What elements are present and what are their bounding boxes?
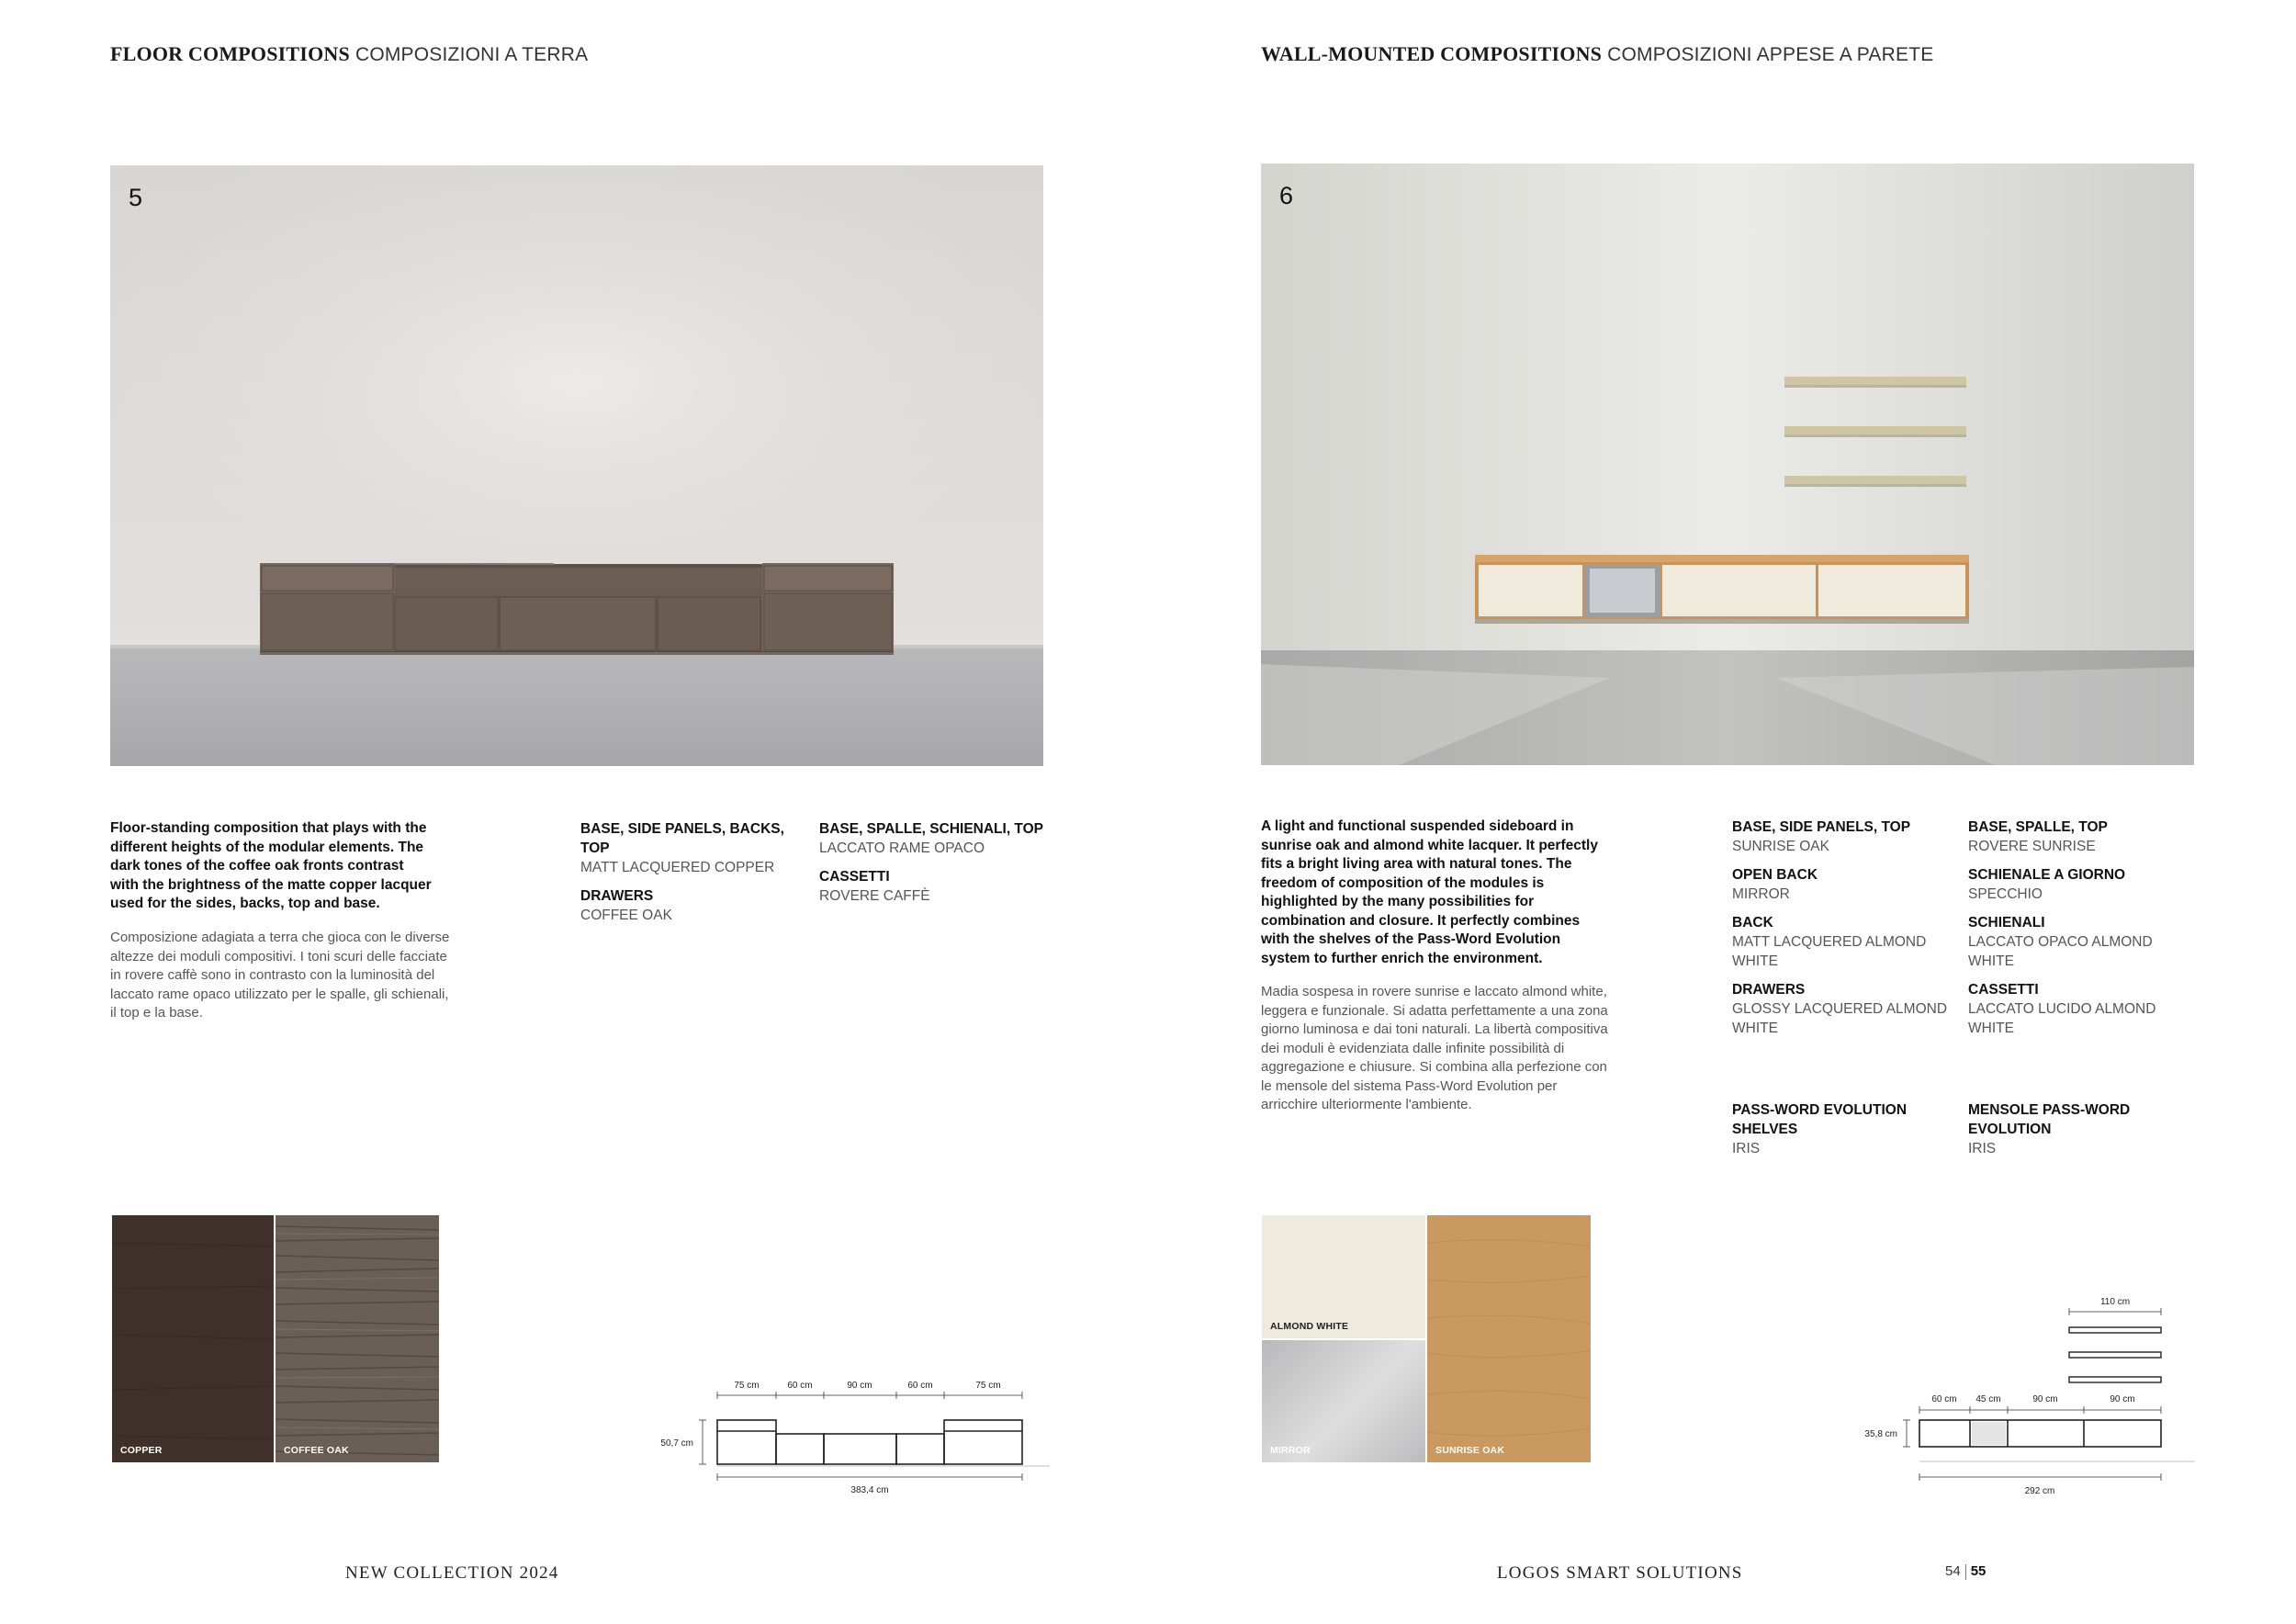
sunrise-oak-texture [1427,1215,1591,1462]
coffee-oak-texture [276,1215,439,1462]
total-width-label: 383,4 cm [850,1485,889,1495]
spec-value: MATT LACQUERED ALMOND WHITE [1732,934,1927,969]
swatch-label: COFFEE OAK [284,1445,349,1456]
spec-item [1732,913,1953,971]
right-specs-it [1968,818,2189,1047]
spec-item [1732,980,1953,1038]
spec-value: COFFEE OAK [580,908,672,923]
spec-label: BASE, SIDE PANELS, TOP [1732,819,1911,835]
spec-value: ROVERE SUNRISE [1968,839,2096,854]
shelves-spec-it [1968,1100,2152,1158]
spec-item [819,819,1049,858]
spec-item [1732,865,1953,904]
wall-technical-drawing [1846,1291,2213,1506]
spec-value: ROVERE CAFFÈ [819,888,930,904]
swatch-label: MIRROR [1270,1445,1311,1456]
spec-label: DRAWERS [1732,982,1806,998]
spec-label: CASSETTI [819,869,890,885]
spec-item [819,867,1049,906]
left-page-heading [110,42,588,66]
swatch-mirror [1262,1340,1425,1462]
width-label: 90 cm [2110,1394,2135,1404]
spec-label: DRAWERS [580,888,654,904]
wall-sideboard-image [1261,164,2194,765]
shelf-width-label: 110 cm [2099,1297,2131,1307]
height-label: 35,8 cm [1864,1429,1897,1439]
spec-value: IRIS [1968,1141,1997,1156]
spec-label: CASSETTI [1968,982,2039,998]
swatch-label: SUNRISE OAK [1435,1445,1505,1456]
width-label: 90 cm [847,1381,872,1391]
right-heading-en: WALL-MOUNTED COMPOSITIONS [1261,42,1603,65]
left-footer: NEW COLLECTION 2024 [345,1563,559,1583]
right-page-heading [1261,42,1933,66]
spec-label: OPEN BACK [1732,867,1818,883]
width-label: 45 cm [1975,1394,2001,1404]
copper-texture [112,1215,274,1462]
spec-value: MATT LACQUERED COPPER [580,860,775,875]
spec-value: LACCATO RAME OPACO [819,840,985,856]
wall-composition-photo [1261,164,2194,765]
spec-item [1968,980,2189,1038]
spec-label: BASE, SPALLE, SCHIENALI, TOP [819,821,1044,837]
swatch-label: ALMOND WHITE [1270,1321,1349,1332]
spec-item [1732,818,1953,856]
width-label: 90 cm [2032,1394,2058,1404]
left-specs-en [580,819,810,934]
spec-label: SCHIENALI [1968,915,2045,930]
spec-item [1968,865,2189,904]
spec-item [580,819,810,877]
page-number-left: 54 [1945,1563,1961,1579]
total-width-label: 292 cm [2024,1486,2055,1496]
composition-number: 6 [1279,182,1294,209]
swatch-coffee-oak [276,1215,439,1462]
spec-value: SPECCHIO [1968,886,2043,902]
right-heading-it: COMPOSIZIONI APPESE A PARETE [1607,44,1934,65]
swatch-copper [112,1215,274,1462]
left-heading-en: FLOOR COMPOSITIONS [110,42,350,65]
floor-composition-photo [110,165,1043,766]
spec-value: SUNRISE OAK [1732,839,1829,854]
width-label: 75 cm [975,1381,1001,1391]
spec-label: SCHIENALE A GIORNO [1968,867,2126,883]
right-footer: LOGOS SMART SOLUTIONS [1497,1563,1743,1583]
left-description-en: Floor-standing composition that plays with the different heights of the modular elements. The dark tones of the coffee oak fronts contrast with the brightness of the matte copper lacquer used for the sides, backs, top and base. [110,820,432,911]
page-number-divider [1965,1564,1966,1580]
shelves-spec-en [1732,1100,1916,1158]
right-description-it: Madia sospesa in rovere sunrise e laccato almond white, leggera e funzionale. Si adatta perfettamente a una zona giorno luminosa e dai toni naturali. La libertà compositiva dei moduli è evidenziata dalle infinite possibilità di aggregazione e chiusure. Si combina alla perfezione con le mensole del sistema Pass-Word Evolution per arricchire ulteriormente l'ambiente. [1261,984,1608,1112]
right-description-en: A light and functional suspended sideboard in sunrise oak and almond white lacquer. It perfectly fits a bright living area with natural tones. The freedom of composition of the modules is highlighted by the many possibilities for combination and closure. It perfectly combines with the shelves of the Pass-Word Evolution system to further enrich the environment. [1261,818,1598,966]
spec-item [580,886,810,925]
spec-label: BACK [1732,915,1773,930]
page-numbers [1945,1563,1986,1580]
left-description-it: Composizione adagiata a terra che gioca con le diverse altezze dei moduli compositivi. I toni scuri delle facciate in rovere caffè sono in contrasto con la luminosità del laccato rame opaco utilizzato per le spalle, gli schienali, il top e la base. [110,930,450,1021]
spec-value: GLOSSY LACQUERED ALMOND WHITE [1732,1001,1948,1036]
width-label: 60 cm [1931,1394,1957,1404]
height-label: 50,7 cm [660,1438,693,1449]
composition-number: 5 [129,184,143,211]
right-specs-en [1732,818,1953,1047]
width-label: 60 cm [907,1381,933,1391]
spec-value: IRIS [1732,1141,1761,1156]
width-label: 75 cm [734,1381,760,1391]
page-number-right: 55 [1970,1563,1986,1579]
spec-value: LACCATO LUCIDO ALMOND WHITE [1968,1001,2156,1036]
spec-value: MIRROR [1732,886,1790,902]
swatch-almond-white [1262,1215,1425,1338]
spec-item [1968,818,2189,856]
swatch-label: COPPER [120,1445,163,1456]
spec-label: MENSOLE PASS-WORD EVOLUTION [1968,1102,2131,1137]
swatch-sunrise-oak [1427,1215,1591,1462]
floor-sideboard-image [110,165,1043,766]
spec-label: BASE, SPALLE, TOP [1968,819,2108,835]
spec-label: PASS-WORD EVOLUTION SHELVES [1732,1102,1908,1137]
spec-label: BASE, SIDE PANELS, BACKS, TOP [580,821,784,856]
spec-value: LACCATO OPACO ALMOND WHITE [1968,934,2153,969]
width-label: 60 cm [787,1381,813,1391]
spec-item [1968,913,2189,971]
left-heading-it: COMPOSIZIONI A TERRA [355,44,589,65]
left-specs-it [819,819,1049,915]
floor-technical-drawing [638,1373,1052,1502]
